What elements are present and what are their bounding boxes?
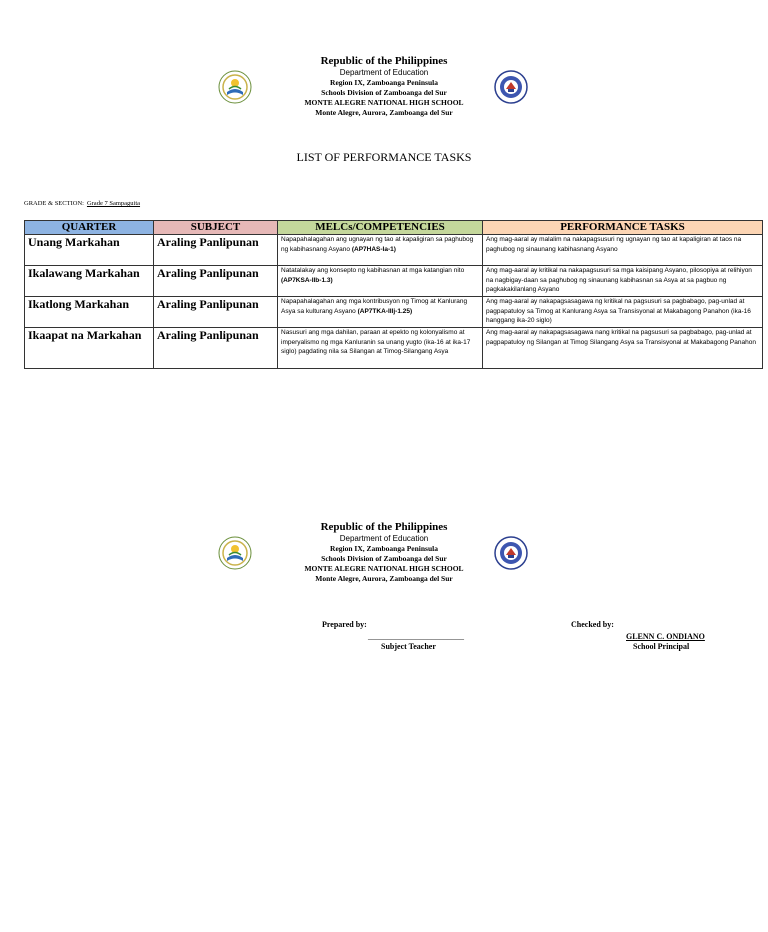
table-header-row [25, 221, 763, 235]
task-cell: Ang mag-aaral ay nakapagsasagawa nang kritikal na pagsusuri sa pagbabago, pag-unlad at pagpapatuloy ng Silangan at Timog Silangang Asya sa Transisyonal at Makabagong Panahon [483, 328, 763, 369]
quarter-cell: Ikalawang Markahan [25, 266, 154, 297]
quarter-cell: Ikaapat na Markahan [25, 328, 154, 369]
school-header [0, 55, 768, 118]
melc-text: Natatalakay ang konsepto ng kabihasnan at mga katangian nito [281, 267, 465, 274]
prepared-by-label: Prepared by: [322, 620, 367, 629]
country-name: Republic of the Philippines [320, 521, 448, 533]
checked-by-label: Checked by: [571, 620, 614, 629]
melc-code: (AP7KSA-IIb-1.3) [281, 276, 333, 284]
melc-cell [278, 297, 483, 328]
header-melcs: MELCs/COMPETENCIES [278, 221, 483, 235]
task-cell: Ang mag-aaral ay nakapagsasagawa ng kritikal na pagsusuri sa pagbabago, pag-unlad at pagpapatuloy sa Timog at Kanlurang Asya sa Transisyonal at Makabagong Panahon (ika-16 hanggang ika-20 siglo) [483, 297, 763, 328]
table-row [25, 297, 763, 328]
melc-cell [278, 266, 483, 297]
school-name: MONTE ALEGRE NATIONAL HIGH SCHOOL [304, 98, 464, 107]
subject-cell: Araling Panlipunan [154, 328, 278, 369]
quarter-cell: Ikatlong Markahan [25, 297, 154, 328]
task-cell: Ang mag-aaral ay kritikal na nakapagsusuri sa mga kaisipang Asyano, pilosopiya at relihiyon na nagbigay-daan sa paghubog ng sinaunang kabihasnan sa Asya at sa pagbuo ng pagkakakilanlang Asyano [483, 266, 763, 297]
melc-cell [278, 235, 483, 266]
region-name: Region IX, Zamboanga Peninsula [330, 78, 438, 87]
quarter-cell: Unang Markahan [25, 235, 154, 266]
school-address: Monte Alegre, Aurora, Zamboanga del Sur [315, 574, 453, 583]
header-quarter: QUARTER [25, 221, 154, 235]
header-subject: SUBJECT [154, 221, 278, 235]
region-name: Region IX, Zamboanga Peninsula [330, 544, 438, 553]
subject-cell: Araling Panlipunan [154, 235, 278, 266]
document-title: LIST OF PERFORMANCE TASKS [296, 150, 472, 164]
country-name: Republic of the Philippines [320, 55, 448, 67]
school-name: MONTE ALEGRE NATIONAL HIGH SCHOOL [304, 564, 464, 573]
subject-cell: Araling Panlipunan [154, 297, 278, 328]
header-performance-tasks: PERFORMANCE TASKS [483, 221, 763, 235]
division-name: Schools Division of Zamboanga del Sur [321, 88, 447, 97]
grade-section-label: GRADE & SECTION: [24, 200, 84, 207]
table-row [25, 235, 763, 266]
melc-text: Napapahalagahan ang mga kontribusyon ng Timog at Kanlurang Asya sa kulturang Asyano [281, 298, 468, 315]
melc-cell [278, 328, 483, 369]
prepared-role: Subject Teacher [381, 642, 436, 651]
melc-code: (AP7TKA-IIIj-1.25) [357, 307, 413, 315]
table-row [25, 266, 763, 297]
school-header-footer [0, 521, 768, 584]
signature-line: ________________________ [368, 632, 464, 641]
department-name: Department of Education [339, 534, 429, 543]
principal-name: GLENN C. ONDIANO [626, 632, 705, 641]
melc-text: Napapahalagahan ang ugnayan ng tao at kapaligiran sa paghubog ng kabihasnang Asyano [281, 236, 474, 253]
school-address: Monte Alegre, Aurora, Zamboanga del Sur [315, 108, 453, 117]
performance-tasks-table [24, 220, 763, 369]
task-cell: Ang mag-aaral ay malalim na nakapagsusuri ng ugnayan ng tao at kapaligiran at taos na paghubog ng sinaunang kabihasnang Asyano [483, 235, 763, 266]
grade-section [24, 199, 140, 208]
melc-code: (AP7HAS-Ia-1) [351, 245, 396, 253]
grade-section-value: Grade 7 Sampaguita [86, 200, 141, 207]
subject-cell: Araling Panlipunan [154, 266, 278, 297]
melc-text: Nasusuri ang mga dahilan, paraan at epekto ng kolonyalismo at imperyalismo ng mga Kanluranin sa unang yugto (ika-16 at ika-17 siglo) pagdating nila sa Silangan at Timog-Silangang Asya [281, 329, 471, 355]
division-name: Schools Division of Zamboanga del Sur [321, 554, 447, 563]
table-row [25, 328, 763, 369]
department-name: Department of Education [339, 68, 429, 77]
principal-role: School Principal [633, 642, 690, 651]
